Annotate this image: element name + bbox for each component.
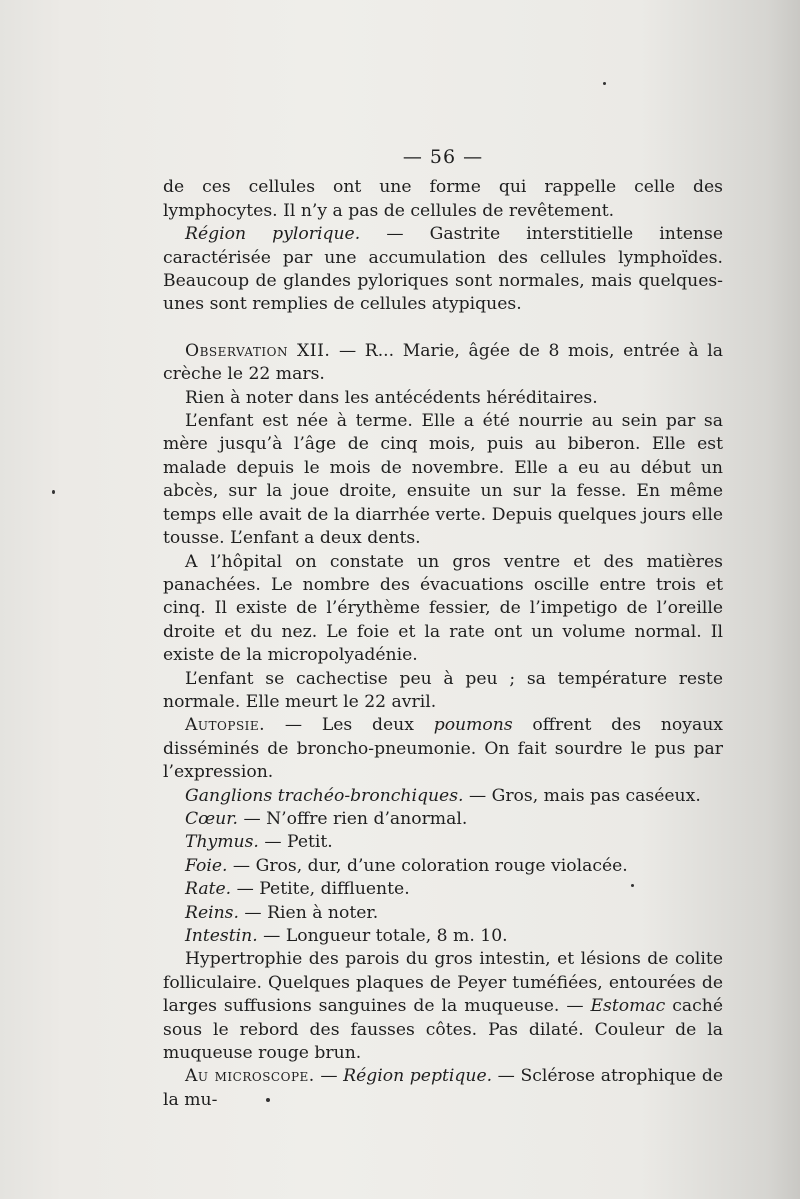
paragraph-kidneys <box>163 902 723 925</box>
paragraph-text: — Petite, diffluente. <box>231 879 410 900</box>
paragraph-text: — Rien à noter. <box>238 902 379 923</box>
paragraph-text: — N’offre rien d’anormal. <box>238 808 468 829</box>
paragraph-text: Hypertrophie des parois du gros intestin, et lésions de colite folliculaire. Quelques plaques de Peyer tuméfiées, entourées de larges suffusions sanguines de la muqueuse. — <box>163 949 723 1017</box>
paragraph-outcome: L’enfant se cachectise peu à peu ; sa température reste normale. Elle meurt le 22 avril. <box>163 668 723 712</box>
organ-label: Ganglions trachéo-bronchiques. <box>185 785 464 806</box>
paragraph-text: — Les deux <box>265 715 434 736</box>
page-body <box>163 146 723 1112</box>
paragraph-history: L’enfant est née à terme. Elle a été nourrie au sein par sa mère jusqu’à l’âge de cinq mois, puis au biberon. Elle est malade depuis le mois de novembre. Elle a eu au début un abcès, sur la joue droite, ensuite un sur la fesse. En même temps elle avait de la diarrhée verte. Depuis quelques jours elle tousse. L’enfant a deux dents. <box>163 411 723 549</box>
paragraph-liver <box>163 855 723 878</box>
autopsy-heading: Autopsie. <box>185 715 266 736</box>
microscope-heading: Au microscope. <box>185 1066 315 1087</box>
speck-mark <box>603 82 606 85</box>
paragraph-heredity: Rien à noter dans les antécédents héréditaires. <box>185 387 598 408</box>
organ-label: Reins. <box>185 902 239 923</box>
paragraph-text: — Gastrite interstitielle intense caractérisée par une accumulation des cellules lymphoïdes. Beaucoup de glandes pyloriques sont normales, mais quelques-unes sont remplies de cellules atypiques. <box>163 224 723 315</box>
paragraph-observation <box>163 340 723 387</box>
paragraph-cells: de ces cellules ont une forme qui rappelle celle des lymphocytes. Il n’y a pas de cellules de revêtement. <box>163 177 723 221</box>
paragraph-hospital: A l’hôpital on constate un gros ventre et des matières panachées. Le nombre des évacuations oscille entre trois et cinq. Il existe de l’érythème fessier, de l’impetigo de l’oreille droite et du nez. Le foie et la rate ont un volume normal. Il existe de la micropolyadénie. <box>163 551 723 666</box>
paragraph-text: — R... Marie, âgée de 8 mois, entrée à la crèche le 22 mars. <box>163 340 723 385</box>
organ-label: Rate. <box>185 879 232 900</box>
paragraph-text: offrent des noyaux disséminés de broncho-pneumonie. On fait sourdre le pus par l’expression. <box>163 715 723 783</box>
paragraph-ganglions <box>163 785 723 808</box>
section-label: Région pylorique. <box>185 224 361 245</box>
organ-label: Cœur. <box>185 808 239 829</box>
emphasis-text: poumons <box>433 715 513 736</box>
paragraph-text: caché sous le rebord des fausses côtes. Pas dilaté. Couleur de la muqueuse rouge brun. <box>163 996 723 1064</box>
page-number: — 56 — <box>402 146 484 168</box>
paragraph-spleen <box>163 878 723 901</box>
organ-label: Estomac <box>590 996 666 1017</box>
paragraph-text: — Gros, dur, d’une coloration rouge violacée. <box>227 855 628 876</box>
paragraph-heart <box>163 808 723 831</box>
paragraph-thymus <box>163 831 723 854</box>
paragraph-text: — Longueur totale, 8 m. 10. <box>257 926 508 946</box>
section-label: Région peptique. <box>343 1066 493 1087</box>
speck-mark <box>52 490 55 494</box>
paragraph-intestine <box>163 925 723 948</box>
paragraph-text: — Petit. <box>258 832 333 853</box>
organ-label: Foie. <box>185 855 228 876</box>
paragraph-text: — Sclérose atrophique de la mu- <box>163 1066 724 1110</box>
organ-label: Intestin. <box>185 926 258 946</box>
paragraph-text: — Gros, mais pas caséeux. <box>463 785 701 806</box>
paragraph-pyloric-region <box>163 223 723 317</box>
paragraph-text: — <box>314 1066 344 1087</box>
paragraph-autopsy <box>163 714 723 784</box>
observation-heading: Observation XII. <box>185 340 331 361</box>
paragraph-hypertrophy <box>163 948 723 1065</box>
organ-label: Thymus. <box>185 832 259 853</box>
paragraph-microscope <box>163 1065 723 1112</box>
